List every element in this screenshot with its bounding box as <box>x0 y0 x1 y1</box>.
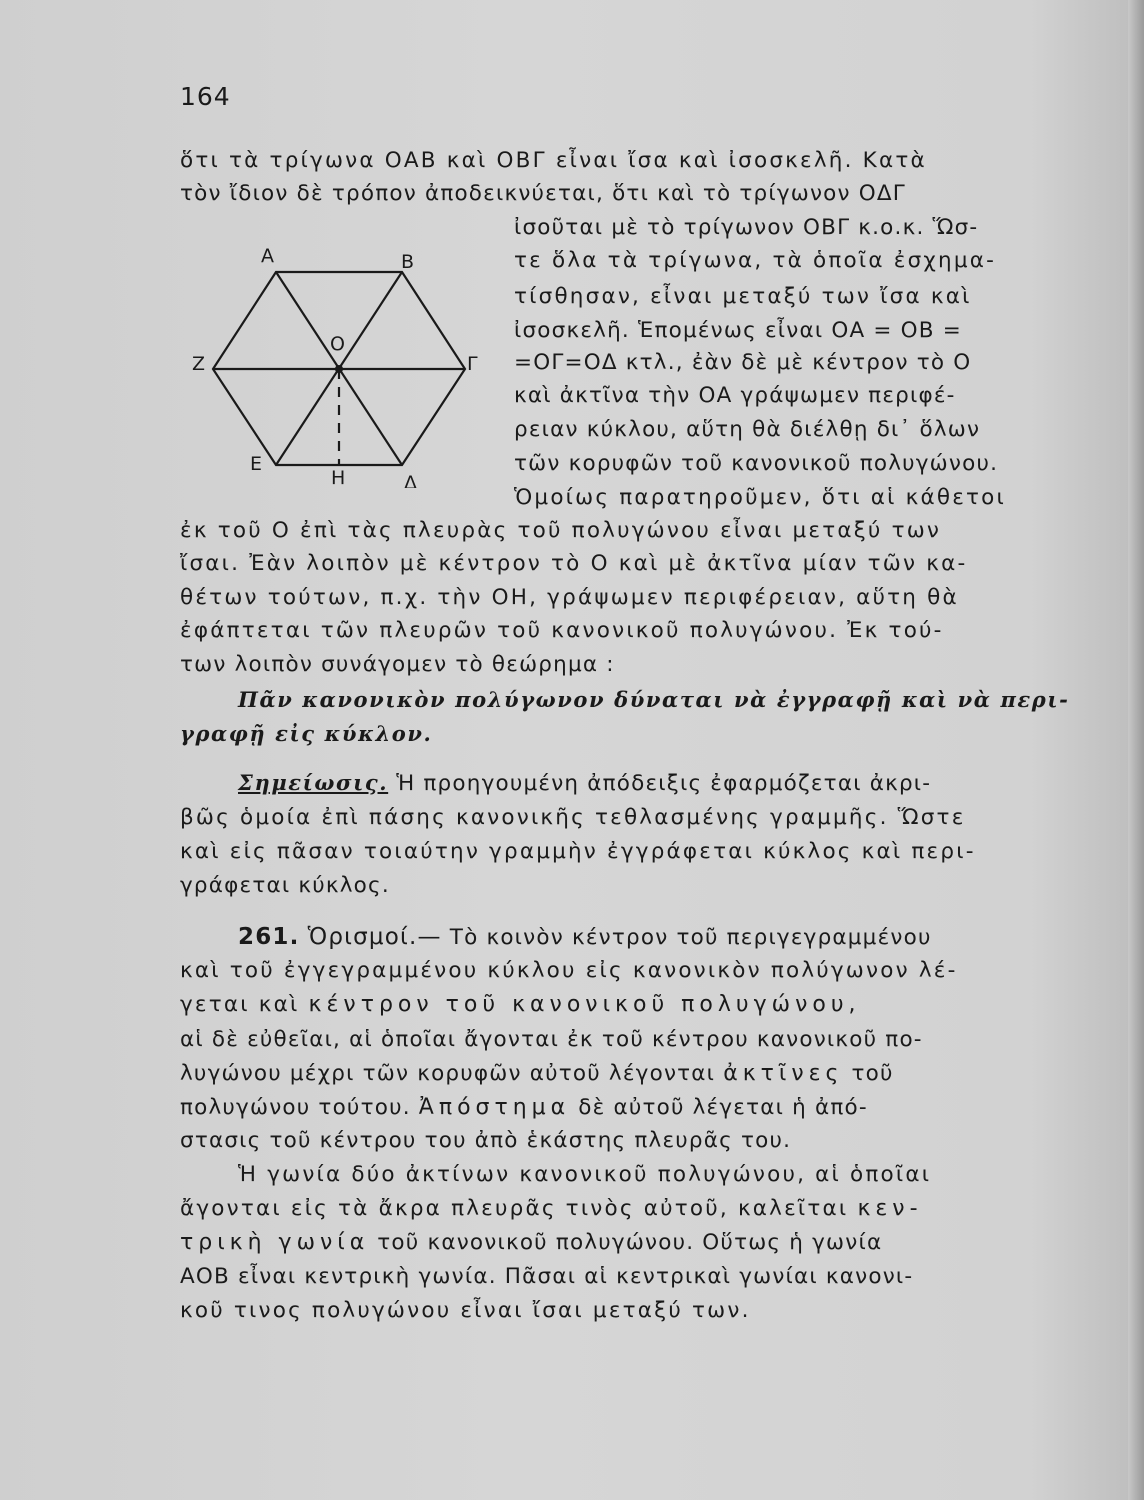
final-text: τοῦ κανονικοῦ πολυγώνου. Οὕτως ἡ γωνία <box>377 1230 883 1255</box>
section-line <box>180 1063 894 1085</box>
text-line: τίσθησαν, εἶναι μεταξύ των ἴσα καὶ <box>514 284 972 309</box>
note-line: γράφεται κύκλος. <box>180 873 390 898</box>
text-line: ὅτι τὰ τρίγωνα ΟΑΒ καὶ ΟΒΓ εἶναι ἴσα καὶ ἰσοσκελῆ. Κατὰ <box>180 148 927 173</box>
page-number: 164 <box>180 82 231 111</box>
text-line: των λοιπὸν συνάγομεν τὸ θεώρημα : <box>180 652 615 677</box>
final-text: ἄγονται εἰς τὰ ἄκρα πλευρᾶς τινὸς αὐτοῦ, καλεῖται <box>180 1196 849 1221</box>
theorem-line: Πᾶν κανονικὸν πολύγωνον δύναται νὰ ἐγγραφῇ καὶ νὰ περι- <box>238 687 1070 712</box>
section-text: δὲ αὐτοῦ λέγεται ἡ ἀπό- <box>578 1095 868 1120</box>
final-line: κοῦ τινος πολυγώνου εἶναι ἴσαι μεταξύ των. <box>180 1298 751 1323</box>
note-label: Σημείωσις. <box>238 770 389 795</box>
text-line: ἰσοσκελῆ. Ἑπομένως εἶναι ΟΑ = ΟΒ = <box>514 318 962 343</box>
term-central-angle-part1: κεν- <box>857 1196 923 1221</box>
term-central-angle-part2: τρικὴ γωνία <box>180 1230 370 1255</box>
section-title: Ὁρισμοί.— <box>307 924 442 950</box>
theorem-line: γραφῇ εἰς κύκλον. <box>180 721 433 746</box>
term-center-of-polygon: κέντρον τοῦ κανονικοῦ πολυγώνου, <box>308 992 861 1017</box>
text-line: ἐκ τοῦ Ο ἐπὶ τὰς πλευρὰς τοῦ πολυγώνου εἶναι μεταξύ των <box>180 518 942 543</box>
note-line: βῶς ὁμοία ἐπὶ πάσης κανονικῆς τεθλασμένης γραμμῆς. Ὥστε <box>180 805 966 830</box>
final-line: Ἡ γωνία δύο ἀκτίνων κανονικοῦ πολυγώνου, αἱ ὁποῖαι <box>238 1162 932 1187</box>
note-line: καὶ εἰς πᾶσαν τοιαύτην γραμμὴν ἐγγράφεται κύκλος καὶ περι- <box>180 839 976 864</box>
section-line <box>180 1097 868 1119</box>
note-first-line <box>238 772 931 795</box>
section-line: αἱ δὲ εὐθεῖαι, αἱ ὁποῖαι ἄγονται ἐκ τοῦ κέντρου κανονικοῦ πο- <box>180 1027 923 1052</box>
text-line: τε ὅλα τὰ τρίγωνα, τὰ ὁποῖα ἐσχημα- <box>514 248 997 273</box>
section-line: στασις τοῦ κέντρου του ἀπὸ ἑκάστης πλευρᾶς του. <box>180 1128 792 1153</box>
text-line: =ΟΓ=ΟΔ κτλ., ἐὰν δὲ μὲ κέντρον τὸ Ο <box>514 350 972 375</box>
section-text: λυγώνου μέχρι τῶν κορυφῶν αὐτοῦ λέγονται <box>180 1061 716 1086</box>
text-line: ἐφάπτεται τῶν πλευρῶν τοῦ κανονικοῦ πολυγώνου. Ἐκ τού- <box>180 618 944 643</box>
text-line: ρειαν κύκλου, αὕτη θὰ διέλθῃ δι᾽ ὅλων <box>514 417 981 442</box>
label-vertex-e: Ε <box>250 453 263 475</box>
text-line: θέτων τούτων, π.χ. τὴν ΟΗ, γράψωμεν περιφέρειαν, αὕτη θὰ <box>180 585 959 610</box>
note-first-text: Ἡ προηγουμένη ἀπόδειξις ἐφαρμόζεται ἀκρι- <box>396 771 932 796</box>
final-line <box>180 1198 923 1220</box>
text-line: ἰσοῦται μὲ τὸ τρίγωνον ΟΒΓ κ.ο.κ. Ὥσ- <box>514 215 979 240</box>
label-center-o: Ο <box>330 333 345 355</box>
section-line: καὶ τοῦ ἐγγεγραμμένου κύκλου εἰς κανονικὸν πολύγωνον λέ- <box>180 958 958 983</box>
label-vertex-d: Δ <box>404 472 417 488</box>
label-foot-h: Η <box>331 467 346 488</box>
section-first-text: Τὸ κοινὸν κέντρον τοῦ περιγεγραμμένου <box>449 925 932 950</box>
term-apothem: Ἀπόστημα <box>418 1095 571 1120</box>
section-text: γεται καὶ <box>180 992 300 1017</box>
label-vertex-z: Ζ <box>192 353 206 375</box>
text-line: Ὁμοίως παρατηροῦμεν, ὅτι αἱ κάθετοι <box>514 485 1007 510</box>
text-line: ἴσαι. Ἐὰν λοιπὸν μὲ κέντρον τὸ Ο καὶ μὲ ἀκτῖνα μίαν τῶν κα- <box>180 551 968 576</box>
label-vertex-g: Γ <box>467 353 478 375</box>
hexagon-figure <box>180 238 500 488</box>
final-line <box>180 1232 882 1254</box>
label-vertex-b: Β <box>401 251 415 273</box>
section-text: πολυγώνου τούτου. <box>180 1095 411 1120</box>
section-line <box>180 994 861 1016</box>
term-radii: ἀκτῖνες <box>723 1061 844 1086</box>
section-first-line <box>238 926 932 949</box>
center-point <box>335 365 343 373</box>
text-line: τὸν ἴδιον δὲ τρόπον ἀποδεικνύεται, ὅτι καὶ τὸ τρίγωνον ΟΔΓ <box>180 181 906 206</box>
page-binding-edge <box>1128 0 1144 1500</box>
text-line: καὶ ἀκτῖνα τὴν ΟΑ γράψωμεν περιφέ- <box>514 383 956 408</box>
section-number: 261. <box>238 924 300 950</box>
text-line: τῶν κορυφῶν τοῦ κανονικοῦ πολυγώνου. <box>514 451 999 476</box>
section-text: τοῦ <box>851 1061 894 1086</box>
final-line: ΑΟΒ εἶναι κεντρικὴ γωνία. Πᾶσαι αἱ κεντρικαὶ γωνίαι κανονι- <box>180 1264 914 1289</box>
label-vertex-a: Α <box>261 245 274 267</box>
